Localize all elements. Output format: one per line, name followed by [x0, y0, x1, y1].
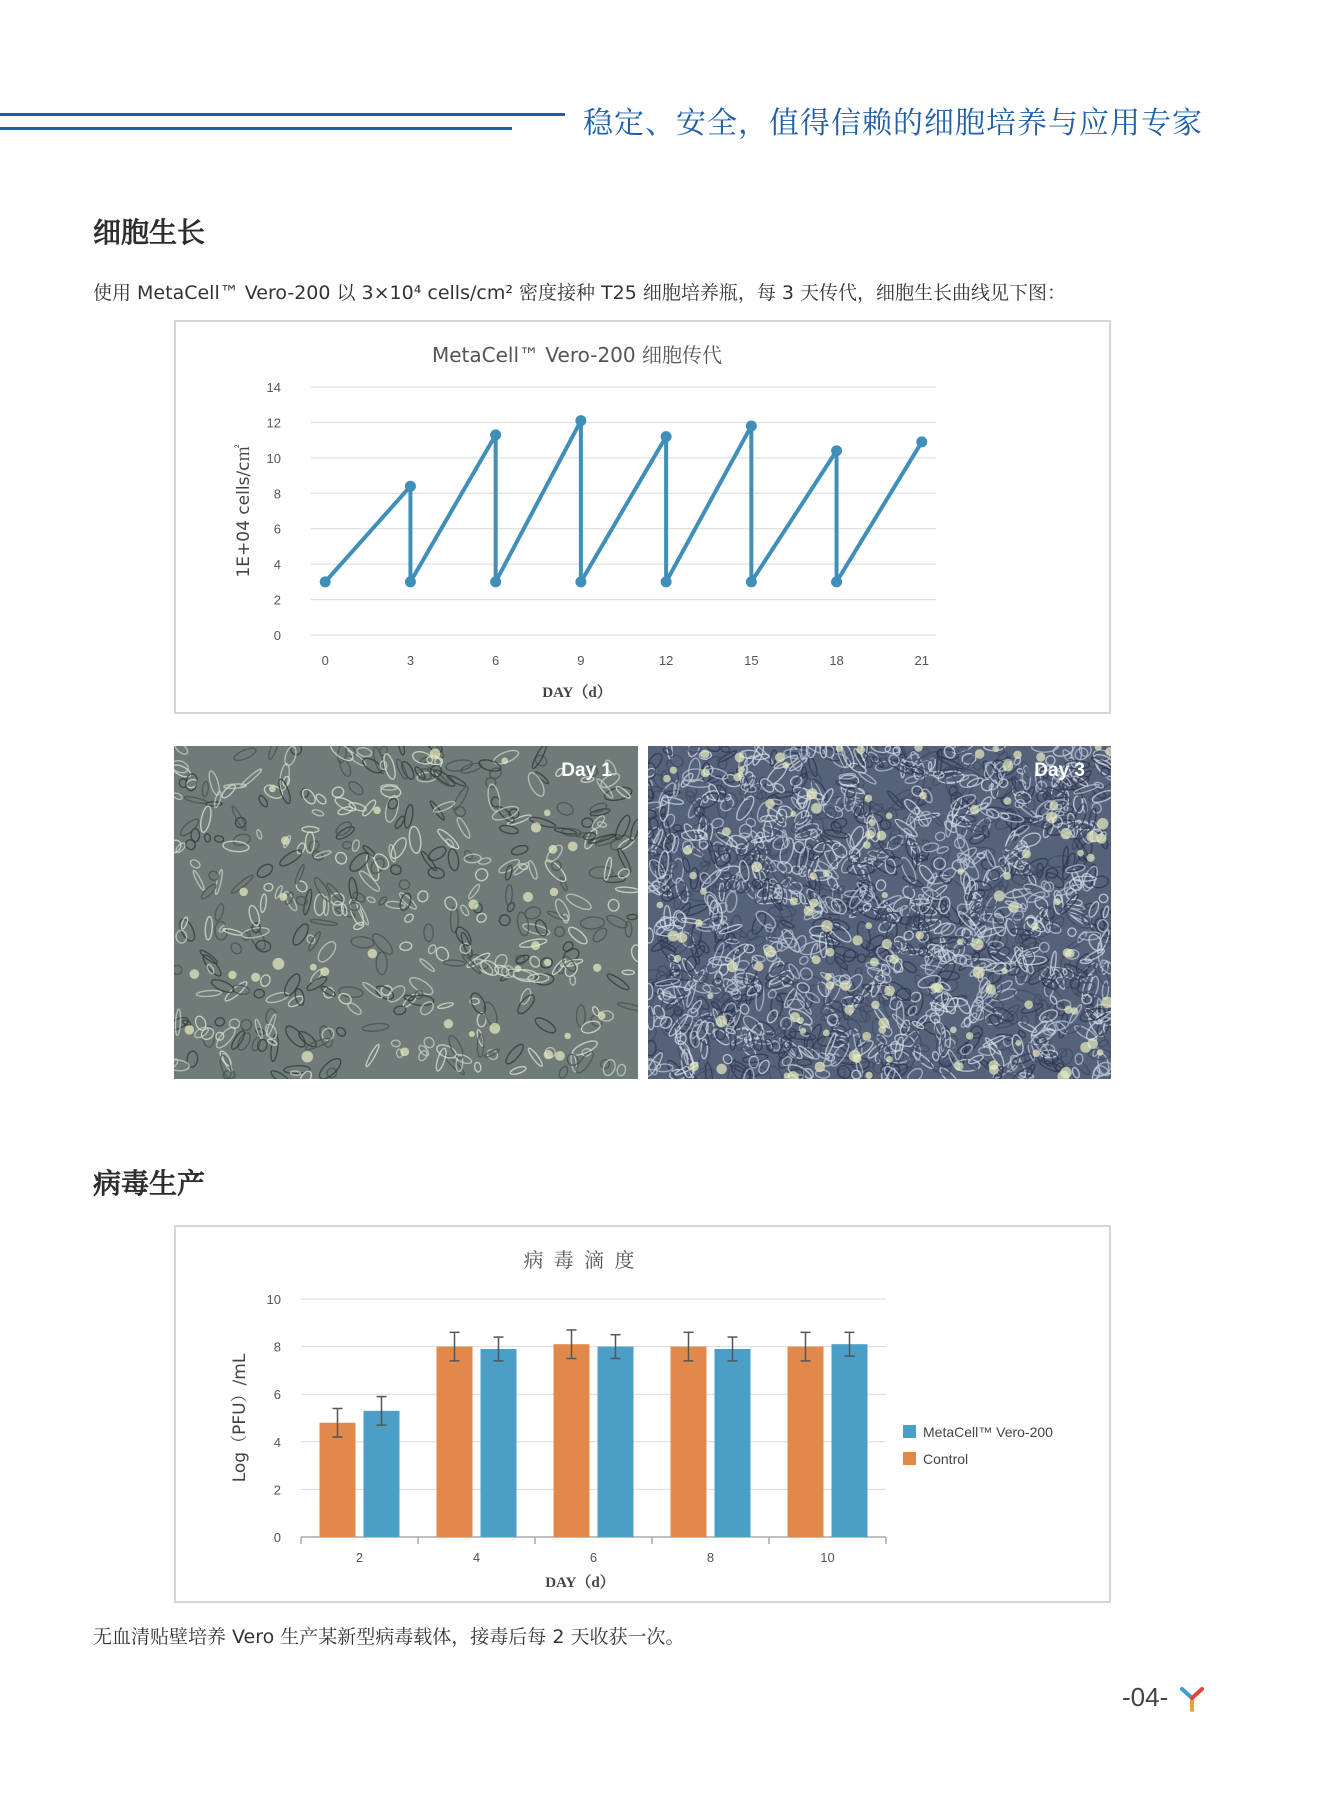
growth-data-point	[831, 576, 842, 587]
virus-caption: 无血清贴壁培养 Vero 生产某新型病毒载体，接毒后每 2 天收获一次。	[93, 1626, 685, 1648]
growth-x-axis-label: DAY（d）	[542, 685, 612, 701]
titer-y-tick-label: 8	[273, 1339, 281, 1355]
day3-label: Day 3	[1034, 760, 1085, 781]
growth-x-tick-label: 0	[321, 653, 329, 668]
cell-growth-intro: 使用 MetaCell™ Vero-200 以 3×10⁴ cells/cm² 密度接种 T25 细胞培养瓶，每 3 天传代，细胞生长曲线见下图：	[93, 282, 1067, 304]
titer-legend-label: Control	[923, 1451, 969, 1467]
titer-x-tick-label: 8	[706, 1550, 715, 1565]
section-title-virus-production: 病毒生产	[93, 1167, 206, 1200]
growth-x-tick-label: 18	[829, 653, 844, 668]
growth-data-point	[490, 576, 501, 587]
growth-x-tick-label: 15	[744, 653, 759, 668]
growth-x-tick-label: 3	[406, 653, 415, 668]
growth-y-tick-label: 2	[273, 592, 281, 608]
growth-y-tick-label: 6	[273, 521, 281, 537]
titer-bar	[832, 1344, 868, 1537]
growth-data-point	[661, 431, 672, 442]
titer-bar	[320, 1423, 356, 1537]
titer-bar	[671, 1347, 707, 1537]
header-rule-bottom	[0, 127, 512, 130]
growth-x-tick-label: 21	[914, 653, 930, 668]
growth-data-point	[831, 445, 842, 456]
titer-bar	[481, 1349, 517, 1537]
titer-x-tick-label: 2	[355, 1550, 364, 1565]
growth-chart-svg	[176, 322, 1113, 716]
titer-chart-title: 病 毒 滴 度	[523, 1248, 637, 1272]
growth-data-point	[405, 481, 416, 492]
day1-label: Day 1	[561, 760, 612, 781]
growth-data-point	[320, 576, 331, 587]
growth-y-tick-label: 4	[273, 557, 281, 573]
titer-chart-svg	[176, 1227, 1113, 1605]
titer-y-tick-label: 4	[273, 1434, 281, 1450]
growth-y-tick-label: 8	[273, 486, 281, 502]
growth-y-tick-label: 10	[266, 450, 281, 466]
growth-y-tick-label: 12	[266, 415, 281, 431]
day1-cell-image	[174, 746, 638, 1079]
titer-x-axis-label: DAY（d）	[545, 1575, 615, 1591]
cell-texture-group	[648, 746, 1111, 1079]
titer-bar	[554, 1344, 590, 1537]
growth-data-point	[575, 415, 586, 426]
titer-x-tick-label: 4	[472, 1550, 481, 1565]
titer-bar	[715, 1349, 751, 1537]
titer-bar	[788, 1347, 824, 1537]
titer-bar	[598, 1347, 634, 1537]
growth-y-axis-label: 1E+04 cells/c㎡	[234, 444, 254, 578]
growth-series-line	[325, 421, 922, 582]
growth-data-point	[575, 576, 586, 587]
growth-x-tick-label: 6	[492, 653, 500, 668]
titer-y-tick-label: 6	[273, 1387, 281, 1403]
section-title-cell-growth: 细胞生长	[93, 216, 206, 249]
growth-y-tick-label: 0	[273, 628, 281, 643]
growth-data-point	[746, 576, 757, 587]
growth-data-point	[661, 576, 672, 587]
growth-data-point	[405, 576, 416, 587]
growth-chart	[174, 320, 1111, 714]
day1-micrograph	[174, 746, 638, 1079]
header-tagline: 稳定、安全，值得信赖的细胞培养与应用专家	[583, 106, 1203, 141]
titer-x-tick-label: 6	[589, 1550, 598, 1565]
titer-y-tick-label: 10	[266, 1292, 281, 1307]
day3-cell-image	[648, 746, 1111, 1079]
titer-y-tick-label: 2	[273, 1482, 281, 1498]
growth-data-point	[916, 436, 927, 447]
cell-texture-group	[174, 746, 638, 1079]
brand-logo	[1177, 1682, 1207, 1712]
titer-legend-swatch	[903, 1452, 916, 1465]
growth-x-tick-label: 9	[577, 653, 585, 668]
titer-bar	[364, 1411, 400, 1537]
growth-x-tick-label: 12	[658, 653, 674, 668]
growth-chart-title: MetaCell™ Vero-200 细胞传代	[432, 343, 722, 367]
titer-y-tick-label: 0	[273, 1530, 281, 1545]
growth-data-point	[490, 429, 501, 440]
day3-micrograph	[648, 746, 1111, 1079]
titer-bar	[437, 1347, 473, 1537]
titer-x-tick-label: 10	[820, 1550, 835, 1565]
titer-legend-label: MetaCell™ Vero-200	[923, 1424, 1053, 1440]
growth-y-tick-label: 14	[266, 380, 281, 395]
header-rule-top	[0, 113, 565, 116]
growth-data-point	[746, 420, 757, 431]
page-number: -04-	[1122, 1682, 1169, 1712]
titer-y-axis-label: Log（PFU）/mL	[230, 1353, 250, 1483]
titer-legend-swatch	[903, 1425, 916, 1438]
titer-chart	[174, 1225, 1111, 1603]
